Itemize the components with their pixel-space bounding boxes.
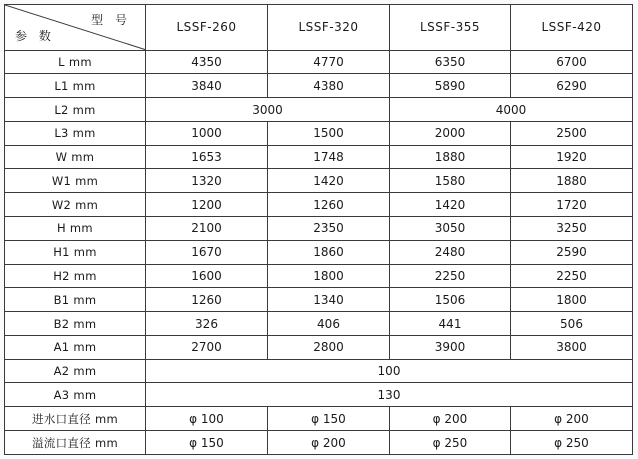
value-cell: 4380	[268, 74, 390, 98]
value-cell: 1800	[511, 288, 633, 312]
table-row-a2	[5, 359, 633, 383]
row-label: 进水口直径 mm	[5, 407, 146, 431]
value-cell: 1340	[268, 288, 390, 312]
table-row-overflow-diameter	[5, 431, 633, 455]
table-row-l2	[5, 98, 633, 122]
table-row-b1	[5, 288, 633, 312]
value-cell: 1420	[268, 169, 390, 193]
model-header-lssf-320: LSSF-320	[268, 5, 390, 51]
row-label: W mm	[5, 145, 146, 169]
row-label: H mm	[5, 217, 146, 241]
value-cell: 2480	[390, 240, 511, 264]
value-cell: φ 250	[390, 431, 511, 455]
row-label: B2 mm	[5, 312, 146, 336]
value-cell: 1320	[146, 169, 268, 193]
value-cell: 2590	[511, 240, 633, 264]
table-row-h1	[5, 240, 633, 264]
value-cell: 2800	[268, 335, 390, 359]
table-row-a1	[5, 335, 633, 359]
table-row-h2	[5, 264, 633, 288]
model-header-lssf-420: LSSF-420	[511, 5, 633, 51]
model-header-lssf-260: LSSF-260	[146, 5, 268, 51]
row-label: L3 mm	[5, 121, 146, 145]
model-corner-label: 型 号	[91, 13, 131, 27]
value-cell: 406	[268, 312, 390, 336]
value-cell: 1653	[146, 145, 268, 169]
value-cell: 3050	[390, 217, 511, 241]
value-cell: 2250	[390, 264, 511, 288]
value-cell: 2000	[390, 121, 511, 145]
value-cell: 3900	[390, 335, 511, 359]
value-cell: 2100	[146, 217, 268, 241]
value-cell: 1860	[268, 240, 390, 264]
merged-value-cell: 130	[146, 383, 633, 407]
value-cell: φ 250	[511, 431, 633, 455]
value-cell: 1880	[390, 145, 511, 169]
header-row	[5, 5, 633, 51]
value-cell: 5890	[390, 74, 511, 98]
value-cell: φ 100	[146, 407, 268, 431]
value-cell: 1800	[268, 264, 390, 288]
value-cell: φ 200	[390, 407, 511, 431]
row-label: W1 mm	[5, 169, 146, 193]
value-cell: φ 200	[268, 431, 390, 455]
value-cell: φ 150	[146, 431, 268, 455]
value-cell: 6700	[511, 50, 633, 74]
row-label: W2 mm	[5, 193, 146, 217]
table-row-l3	[5, 121, 633, 145]
value-cell: 3800	[511, 335, 633, 359]
value-cell: 1420	[390, 193, 511, 217]
value-cell: 1260	[146, 288, 268, 312]
table-row-w1	[5, 169, 633, 193]
table-row-b2	[5, 312, 633, 336]
value-cell: 1506	[390, 288, 511, 312]
value-cell: 326	[146, 312, 268, 336]
value-cell: φ 200	[511, 407, 633, 431]
value-cell: 506	[511, 312, 633, 336]
table-row-w2	[5, 193, 633, 217]
table-row-a3	[5, 383, 633, 407]
value-cell: 2250	[511, 264, 633, 288]
corner-header-cell	[5, 5, 146, 51]
row-label: H2 mm	[5, 264, 146, 288]
table-row-inlet-diameter	[5, 407, 633, 431]
value-cell: 2700	[146, 335, 268, 359]
value-cell: 1000	[146, 121, 268, 145]
table-row-l	[5, 50, 633, 74]
value-cell: 1880	[511, 169, 633, 193]
value-cell: 6350	[390, 50, 511, 74]
value-cell: 1200	[146, 193, 268, 217]
value-cell: 4770	[268, 50, 390, 74]
merged-value-cell: 4000	[390, 98, 633, 122]
value-cell: 4350	[146, 50, 268, 74]
value-cell: 1748	[268, 145, 390, 169]
parameter-corner-label: 参 数	[15, 28, 55, 43]
value-cell: 1600	[146, 264, 268, 288]
value-cell: 1720	[511, 193, 633, 217]
row-label: H1 mm	[5, 240, 146, 264]
table-row-w	[5, 145, 633, 169]
value-cell: 1260	[268, 193, 390, 217]
row-label: L1 mm	[5, 74, 146, 98]
merged-value-cell: 100	[146, 359, 633, 383]
value-cell: 2350	[268, 217, 390, 241]
value-cell: 2500	[511, 121, 633, 145]
table-row-l1	[5, 74, 633, 98]
value-cell: φ 150	[268, 407, 390, 431]
value-cell: 1920	[511, 145, 633, 169]
value-cell: 1670	[146, 240, 268, 264]
row-label: A2 mm	[5, 359, 146, 383]
value-cell: 441	[390, 312, 511, 336]
row-label: 溢流口直径 mm	[5, 431, 146, 455]
row-label: B1 mm	[5, 288, 146, 312]
model-header-lssf-355: LSSF-355	[390, 5, 511, 51]
value-cell: 1580	[390, 169, 511, 193]
spec-table	[4, 4, 633, 455]
row-label: L mm	[5, 50, 146, 74]
value-cell: 3840	[146, 74, 268, 98]
row-label: L2 mm	[5, 98, 146, 122]
merged-value-cell: 3000	[146, 98, 390, 122]
value-cell: 3250	[511, 217, 633, 241]
value-cell: 6290	[511, 74, 633, 98]
value-cell: 1500	[268, 121, 390, 145]
row-label: A1 mm	[5, 335, 146, 359]
row-label: A3 mm	[5, 383, 146, 407]
table-row-h	[5, 217, 633, 241]
